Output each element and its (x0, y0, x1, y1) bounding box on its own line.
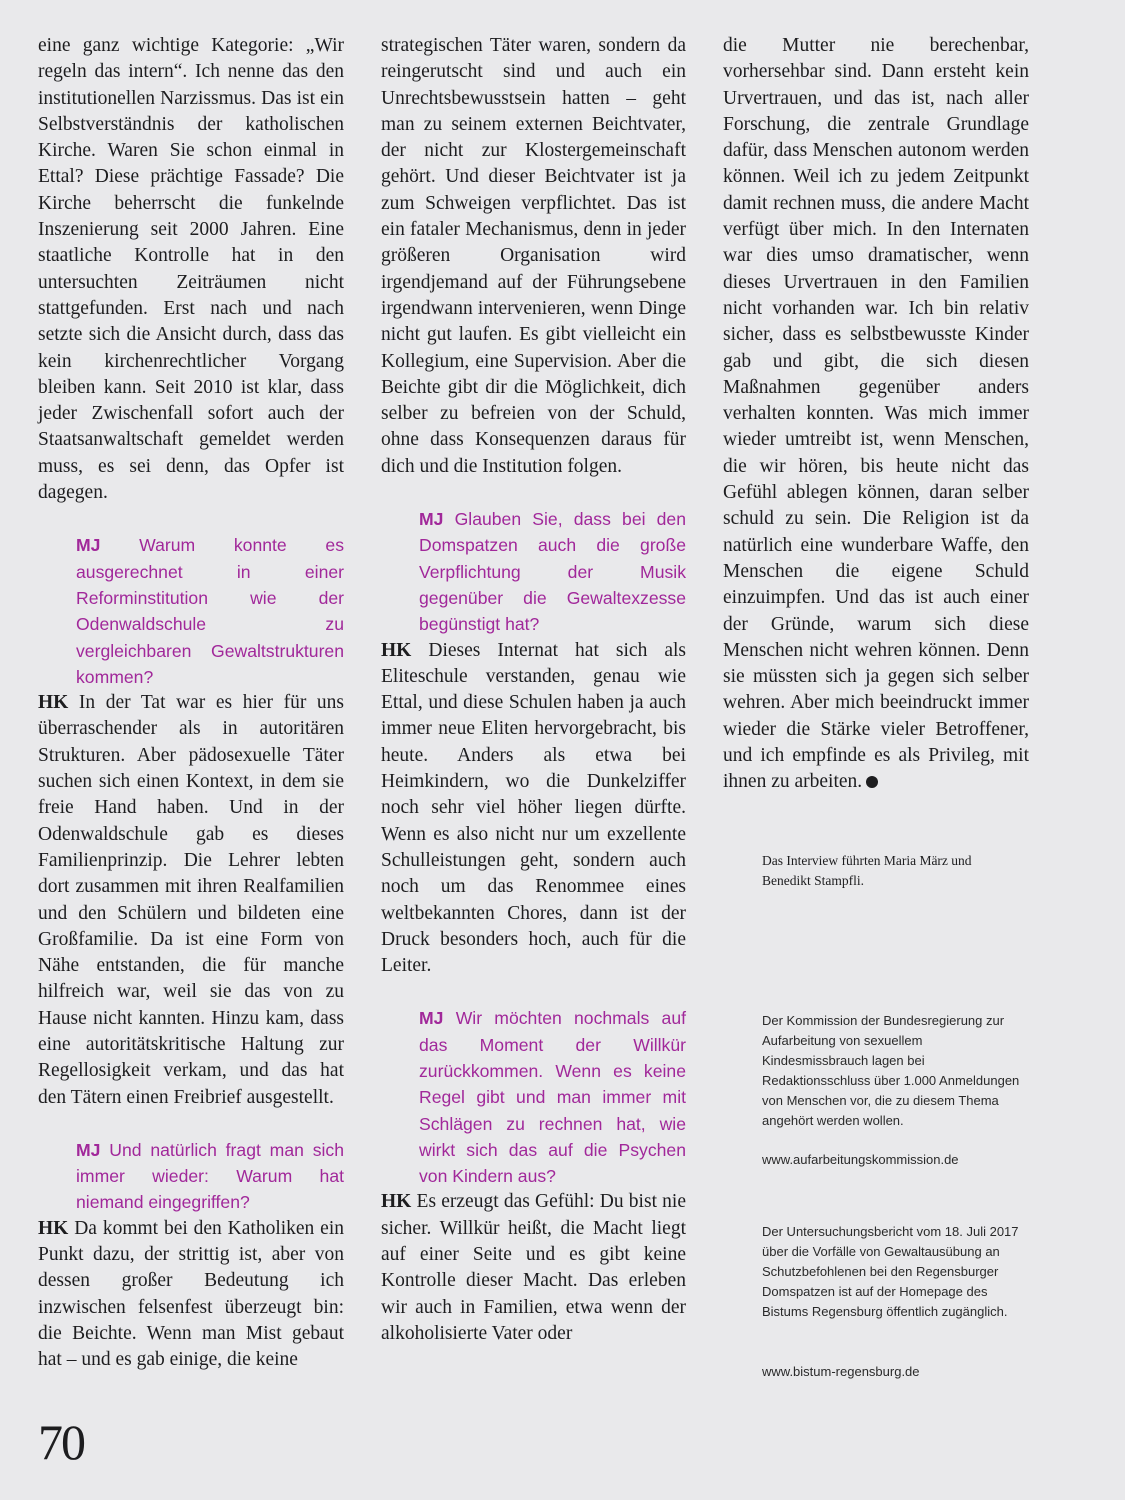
interview-answer (38, 690, 344, 1111)
question-text: Glauben Sie, dass bei den Domspatzen auch die große Verpflichtung der Musik gegenüber die Gewaltexzesse begünstigt hat? (419, 509, 687, 635)
question-text: Und natürlich fragt man sich immer wieder: Warum hat niemand eingegriffen? (76, 1139, 344, 1213)
article-column-2 (381, 33, 686, 1347)
body-paragraph: eine ganz wichtige Kategorie: „Wir regeln das intern“. Ich nenne das den institutionellen Narzissmus. Das ist ein Selbstverständnis der katholischen Kirche. Waren Sie schon einmal in Ettal? Diese prächtige Fassade? Die Kirche beherrscht die funkelnde Inszenierung seit 2000 Jahren. Eine staatliche Kontrolle hat in den untersuchten Zeiträumen nicht stattgefunden. Erst nach und nach setzte sich die Ansicht durch, dass das kein kirchenrechtlicher Vorgang bleiben kann. Seit 2010 ist klar, dass jeder Zwischenfall sofort auch der Staatsanwaltschaft gemeldet werden muss, es sei denn, das Opfer ist dagegen. (38, 35, 344, 504)
speaker-tag: HK (381, 639, 412, 661)
speaker-tag: MJ (419, 1008, 444, 1029)
info-link-commission: www.aufarbeitungskommission.de (762, 1152, 959, 1167)
answer-text: Dieses Internat hat sich als Eliteschule verstanden, genau wie Ettal, und diese Schulen haben ja auch immer neue Eliten hervorgebracht, bis heute. Anders als etwa bei Heimkindern, wo die Dunkelziffer noch sehr viel höher liegen dürfte. Wenn es also nicht nur um exzellente Schulleistungen geht, sondern auch noch um das Renommee eines weltbekannten Chores, dann ist der Druck besonders hoch, auch für die Leiter. (381, 639, 687, 977)
info-note-report: Der Untersuchungsbericht vom 18. Juli 2017 über die Vorfälle von Gewaltausübung an Schutzbefohlenen bei den Regensburger Domspatzen ist auf der Homepage des Bistums Regensburg öffentlich zugänglich. (762, 1224, 1019, 1319)
interview-credit: Das Interview führten Maria März und Benedikt Stampfli. (762, 853, 972, 888)
page-number: 70 (38, 1414, 84, 1470)
speaker-tag: MJ (76, 1139, 101, 1160)
speaker-tag: MJ (76, 535, 101, 556)
info-link-diocese: www.bistum-regensburg.de (762, 1364, 920, 1379)
article-column-3 (723, 33, 1029, 796)
speaker-tag: MJ (419, 509, 444, 530)
question-text: Wir möchten nochmals auf das Moment der Willkür zurückkommen. Wenn es keine Regel gibt und man immer mit Schlägen zu rechnen hat, wie wirkt sich das auf die Psychen von Kindern aus? (419, 1008, 686, 1187)
interview-question (419, 506, 686, 637)
closing-text: die Mutter nie berechenbar, vorhersehbar sind. Dann ersteht kein Urvertrauen, und das ist, nach aller Forschung, die zentrale Grundlage dafür, dass Menschen autonom werden können. Weil ich zu jedem Zeitpunkt damit rechnen muss, die andere Macht verfügt über mich. In den Internaten war dies umso dramatischer, wenn dieses Urvertrauen in den Familien nicht vorhanden war. Ich bin relativ sicher, dass es selbstbewusste Kinder gab und gibt, die sich diesen Maßnahmen gegenüber anders verhalten konnten. Was mich immer wieder umtreibt ist, wenn Menschen, die wir hören, bis heute nicht das Gefühl ablegen können, daran selber schuld zu sein. Die Religion ist da natürlich eine wunderbare Waffe, den Menschen die eigene Schuld einzuimpfen. Und das ist auch einer der Gründe, warum sich diese Menschen nicht wehren können. Denn sie müssten sich ja gegen sich selber wehren. Aber mich beeindruckt immer wieder die Stärke vieler Betroffener, und ich empfinde es als Privileg, mit ihnen zu arbeiten. (723, 35, 1029, 793)
interview-answer (38, 1216, 344, 1374)
interview-question (76, 1137, 344, 1216)
body-paragraph (723, 33, 1029, 796)
answer-text: Es erzeugt das Gefühl: Du bist nie sicher. Willkür heißt, die Macht liegt auf einer Seite und es gibt keine Kontrolle dieser Macht. Das erleben wir auch in Familien, etwa wenn der alkoholisierte Vater oder (381, 1191, 687, 1344)
question-text: Warum konnte es ausgerechnet in einer Reforminstitution wie der Odenwaldschule zu vergleichbaren Gewaltstrukturen kommen? (76, 535, 344, 687)
article-column-1 (38, 33, 344, 1374)
interview-answer (381, 1189, 686, 1347)
end-mark-icon (866, 776, 878, 788)
speaker-tag: HK (38, 1217, 69, 1239)
body-paragraph: strategischen Täter waren, sondern da reingerutscht sind und auch ein Unrechtsbewusstsein hatten – geht man zu seinem externen Beichtvater, der nicht zur Klostergemeinschaft gehört. Und dieser Beichtvater ist ja zum Schweigen verpflichtet. Das ist ein fataler Mechanismus, denn in jeder größeren Organisation wird irgendjemand auf der Führungsebene irgendwann intervenieren, wenn Dinge nicht gut laufen. Es gibt vielleicht ein Kollegium, eine Supervision. Aber die Beichte gibt dir die Möglichkeit, dich selber zu befreien von der Schuld, ohne dass Konsequenzen daraus für dich und die Institution folgen. (381, 35, 686, 477)
interview-question (76, 532, 344, 690)
answer-text: In der Tat war es hier für uns überraschender als in autoritären Strukturen. Aber pädosexuelle Täter suchen sich einen Kontext, in dem sie freie Hand haben. Und in der Odenwaldschule gab es dieses Familienprinzip. Die Lehrer lebten dort zusammen mit ihren Realfamilien und den Schülern und bildeten eine Großfamilie. Da ist eine Form von Nähe entstanden, die für manche hilfreich war, weil sie das von zu Hause nicht kannten. Hinzu kam, dass eine autoritätskritische Haltung zur Regellosigkeit verkam, und das hat den Tätern einen Freibrief ausgestellt. (38, 692, 344, 1108)
info-note-commission: Der Kommission der Bundesregierung zur Aufarbeitung von sexuellem Kindesmissbrauch lagen bei Redaktionsschluss über 1.000 Anmeldungen von Menschen vor, die zu diesem Thema angehört werden wollen. (762, 1013, 1020, 1128)
speaker-tag: HK (381, 1191, 412, 1213)
speaker-tag: HK (38, 692, 69, 714)
interview-question (419, 1005, 686, 1189)
answer-text: Da kommt bei den Katholiken ein Punkt dazu, der strittig ist, aber von dessen großer Bedeutung ich inzwischen felsenfest überzeugt bin: die Beichte. Wenn man Mist gebaut hat – und es gab einige, die keine (38, 1217, 345, 1371)
interview-answer (381, 638, 686, 980)
